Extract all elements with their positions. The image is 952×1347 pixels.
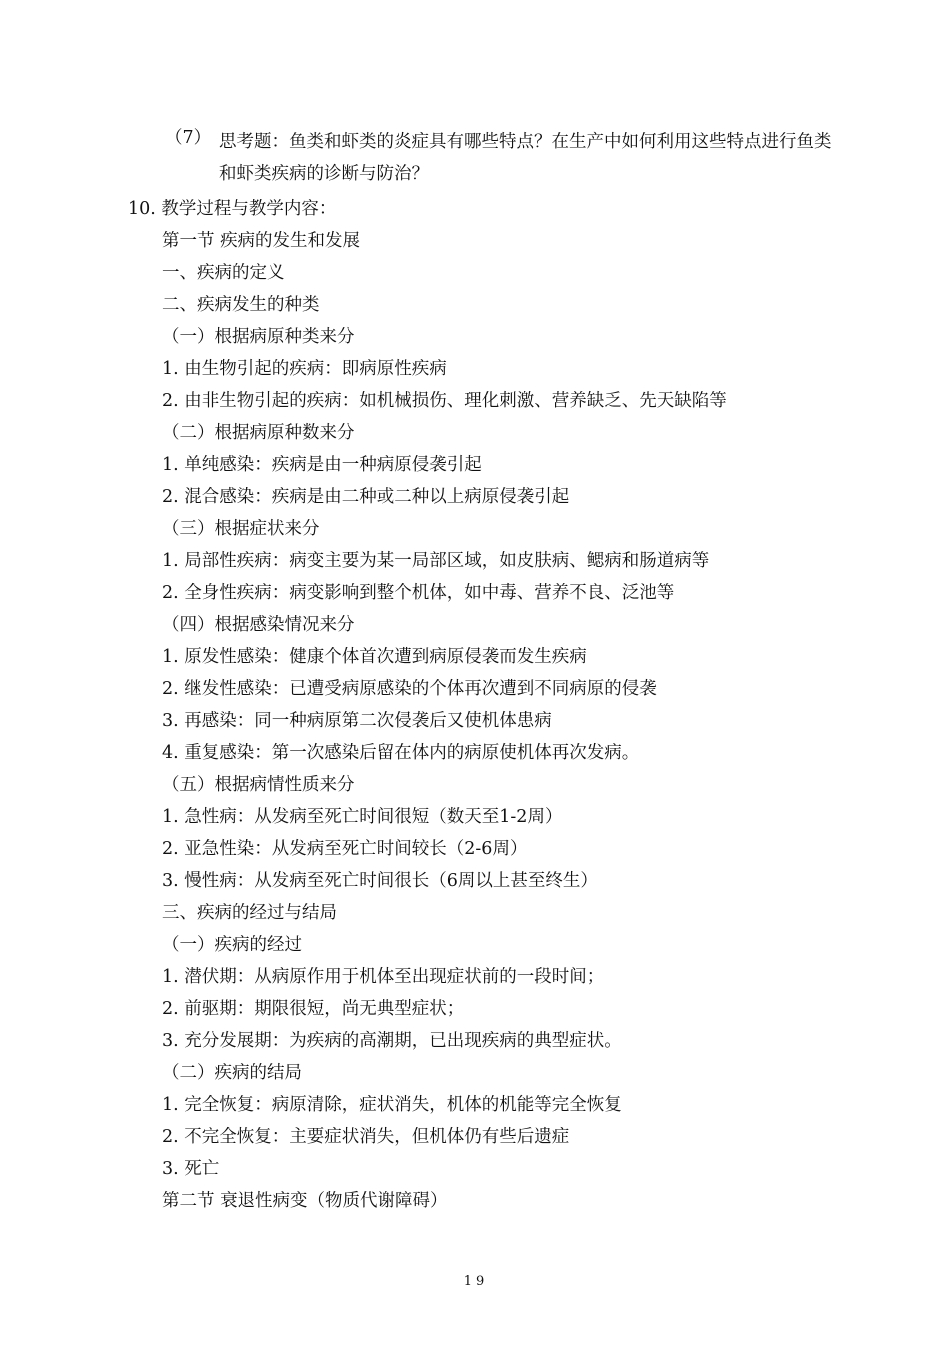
question-text: 思考题：鱼类和虾类的炎症具有哪些特点？在生产中如何利用这些特点进行鱼类和虾类疾病的诊断与防治？ (219, 132, 832, 184)
outline-subheading: （三）根据症状来分 (162, 519, 320, 539)
outline-item: 3. 死亡 (162, 1159, 220, 1179)
outline-subheading: （二）疾病的结局 (162, 1063, 302, 1083)
outline-item: 3. 慢性病：从发病至死亡时间很长（6周以上甚至终生） (162, 871, 598, 891)
outline-item: 1. 潜伏期：从病原作用于机体至出现症状前的一段时间； (162, 967, 605, 987)
outline-subheading: （五）根据病情性质来分 (162, 775, 355, 795)
outline-item: 3. 充分发展期：为疾病的高潮期，已出现疾病的典型症状。 (162, 1031, 622, 1051)
outline-heading: 三、疾病的经过与结局 (162, 903, 337, 923)
outline-item: 1. 由生物引起的疾病：即病原性疾病 (162, 359, 447, 379)
chapter-title: 第一节 疾病的发生和发展 (162, 231, 361, 251)
outline-item: 2. 全身性疾病：病变影响到整个机体，如中毒、营养不良、泛池等 (162, 583, 675, 603)
outline-item: 3. 再感染：同一种病原第二次侵袭后又使机体患病 (162, 711, 552, 731)
outline-subheading: （二）根据病原种数来分 (162, 423, 355, 443)
outline-item: 1. 局部性疾病：病变主要为某一局部区域，如皮肤病、鳃病和肠道病等 (162, 551, 710, 571)
question-number: （7） (165, 128, 212, 148)
outline-subheading: （四）根据感染情况来分 (162, 615, 355, 635)
outline-subheading: （一）疾病的经过 (162, 935, 302, 955)
outline-item: 2. 由非生物引起的疾病：如机械损伤、理化刺激、营养缺乏、先天缺陷等 (162, 391, 727, 411)
outline-subheading: （一）根据病原种类来分 (162, 327, 355, 347)
page-number: 19 (463, 1274, 489, 1289)
outline-heading: 二、疾病发生的种类 (162, 295, 320, 315)
outline-item: 2. 前驱期：期限很短，尚无典型症状； (162, 999, 465, 1019)
outline-item: 1. 急性病：从发病至死亡时间很短（数天至1-2周） (162, 807, 563, 827)
outline-item: 2. 不完全恢复：主要症状消失，但机体仍有些后遗症 (162, 1127, 570, 1147)
outline-item: 4. 重复感染：第一次感染后留在体内的病原使机体再次发病。 (162, 743, 640, 763)
chapter-title: 第二节 衰退性病变（物质代谢障碍） (162, 1191, 448, 1211)
outline-item: 2. 亚急性染：从发病至死亡时间较长（2-6周） (162, 839, 528, 859)
section-heading: 10. 教学过程与教学内容： (128, 199, 337, 219)
outline-item: 2. 继发性感染：已遭受病原感染的个体再次遭到不同病原的侵袭 (162, 679, 657, 699)
outline-item: 1. 原发性感染：健康个体首次遭到病原侵袭而发生疾病 (162, 647, 587, 667)
outline-heading: 一、疾病的定义 (162, 263, 285, 283)
outline-item: 1. 单纯感染：疾病是由一种病原侵袭引起 (162, 455, 482, 475)
outline-item: 1. 完全恢复：病原清除，症状消失，机体的机能等完全恢复 (162, 1095, 622, 1115)
outline-item: 2. 混合感染：疾病是由二种或二种以上病原侵袭引起 (162, 487, 570, 507)
